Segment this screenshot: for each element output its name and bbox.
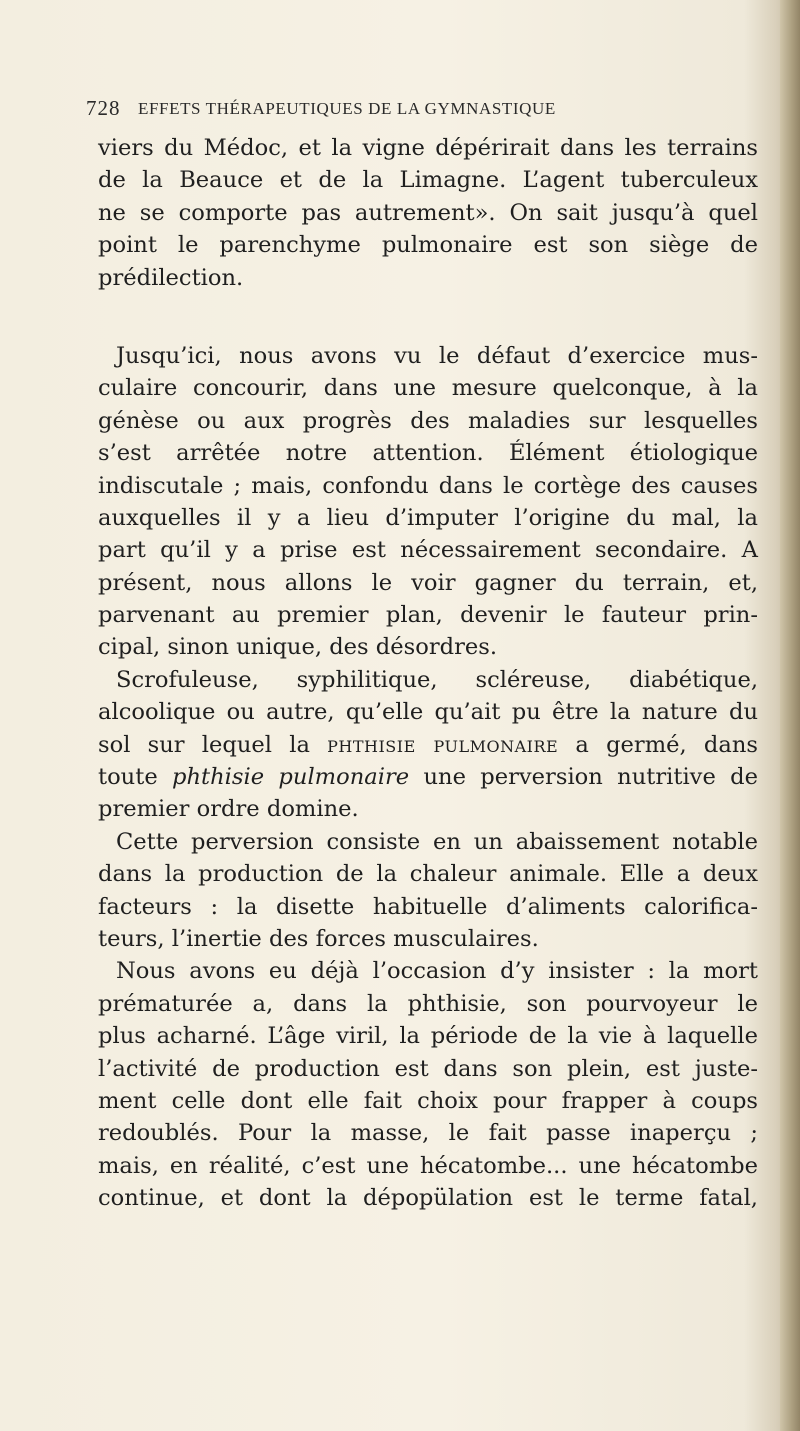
text-line-mixed	[98, 761, 758, 793]
text-line: dans la production de la chaleur animale. Elle a deux	[98, 861, 758, 888]
text-line: mais, en réalité, c’est une hécatombe... une hécatombe	[98, 1152, 758, 1179]
text-line: cipal, sinon unique, des désordres.	[98, 634, 498, 661]
text-line: présent, nous allons le voir gagner du terrain, et,	[98, 569, 758, 596]
text-line: parvenant au premier plan, devenir le fauteur prin-	[98, 602, 758, 629]
text-line: prématurée a, dans la phthisie, son pourvoyeur le	[98, 990, 758, 1017]
text-line: culaire concourir, dans une mesure quelconque, à la	[98, 375, 758, 402]
text-line: premier ordre domine.	[98, 796, 359, 823]
small-caps-term: phthisie pulmonaire	[327, 731, 559, 758]
text-line: continue, et dont la dépopülation est le terme fatal,	[98, 1185, 758, 1212]
text-fragment: toute	[98, 764, 158, 791]
text-line: alcoolique ou autre, qu’elle qu’ait pu être la nature du	[98, 699, 758, 726]
text-line: redoublés. Pour la masse, le fait passe inaperçu ;	[98, 1120, 758, 1147]
text-line: l’activité de production est dans son plein, est juste-	[98, 1055, 758, 1082]
paragraph-gap	[98, 294, 758, 340]
text-line: Scrofuleuse, syphilitique, scléreuse, diabétique,	[116, 666, 758, 693]
text-line: indiscutale ; mais, confondu dans le cortège des causes	[98, 472, 758, 499]
text-line: viers du Médoc, et la vigne dépérirait dans les terrains	[98, 135, 758, 161]
body-text	[98, 132, 758, 1215]
text-line-mixed	[98, 729, 758, 761]
text-line: facteurs : la disette habituelle d’aliments calorifica-	[98, 893, 758, 920]
text-fragment: a germé, dans	[575, 731, 758, 758]
italic-term: phthisie pulmonaire	[172, 764, 410, 791]
text-line: Nous avons eu déjà l’occasion d’y insister : la mort	[116, 958, 758, 985]
page-number: 728	[86, 96, 121, 120]
running-header	[86, 96, 776, 122]
text-line: teurs, l’inertie des forces musculaires.	[98, 925, 539, 952]
text-line: génèse ou aux progrès des maladies sur lesquelles	[98, 407, 758, 434]
text-fragment: une perversion nutritive de	[423, 764, 758, 791]
text-line: s’est arrêtée notre attention. Élément étiologique	[98, 440, 758, 467]
page-edge	[780, 0, 800, 1431]
text-line: ment celle dont elle fait choix pour frapper à coups	[98, 1087, 758, 1114]
text-line: plus acharné. L’âge viril, la période de la vie à laquelle	[98, 1023, 758, 1050]
text-line: point le parenchyme pulmonaire est son siège de	[98, 232, 758, 259]
text-line: prédilection.	[98, 264, 244, 291]
text-fragment: sol sur lequel la	[98, 731, 310, 758]
text-line: auxquelles il y a lieu d’imputer l’origine du mal, la	[98, 504, 758, 531]
text-line: Jusqu’ici, nous avons vu le défaut d’exercice mus-	[116, 342, 758, 369]
text-line: part qu’il y a prise est nécessairement secondaire. A	[98, 537, 758, 564]
text-line: de la Beauce et de la Limagne. L’agent tuberculeux	[98, 167, 758, 194]
text-line: Cette perversion consiste en un abaissement notable	[116, 828, 758, 855]
running-title: EFFETS THÉRAPEUTIQUES DE LA GYMNASTIQUE	[138, 99, 556, 118]
text-line: ne se comporte pas autrement». On sait jusqu’à quel	[98, 199, 758, 226]
